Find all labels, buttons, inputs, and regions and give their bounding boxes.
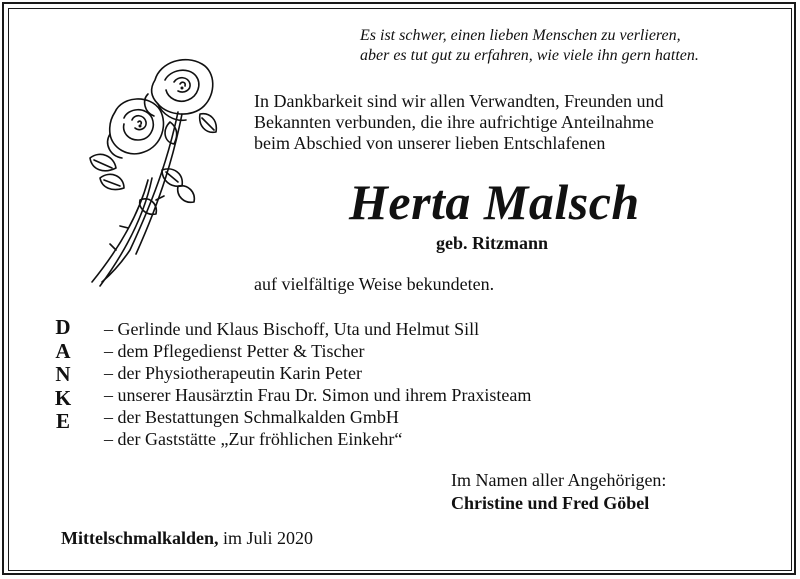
rose-icon <box>70 50 220 290</box>
thanks-item: – Gerlinde und Klaus Bischoff, Uta und Helmut Sill <box>104 319 480 339</box>
danke-letter: A <box>55 338 71 363</box>
deceased-name: Herta Malsch <box>349 174 640 230</box>
motto-line: aber es tut gut zu erfahren, wie viele ihn gern hatten. <box>360 47 699 64</box>
danke-letter: N <box>55 362 71 386</box>
place: Mittelschmalkalden, <box>61 528 219 548</box>
danke-letter: K <box>54 385 72 410</box>
intro-line: Bekannten verbunden, die ihre aufrichtige Anteilnahme <box>254 112 654 132</box>
closing-text: auf vielfältige Weise bekundeten. <box>254 274 495 294</box>
intro-text <box>254 91 664 154</box>
motto-line: Es ist schwer, einen lieben Menschen zu verlieren, <box>360 27 681 44</box>
danke-letter: D <box>55 315 71 339</box>
intro-line: beim Abschied von unserer lieben Entschlafenen <box>254 133 606 153</box>
thanks-item: – der Bestattungen Schmalkalden GmbH <box>104 407 399 427</box>
danke-column <box>53 316 73 434</box>
motto <box>360 26 699 66</box>
thanks-item: – dem Pflegedienst Petter & Tischer <box>104 341 365 361</box>
thanks-item: – der Physiotherapeutin Karin Peter <box>104 363 362 383</box>
thanks-item: – der Gaststätte „Zur fröhlichen Einkehr“ <box>104 429 403 449</box>
signature-names: Christine und Fred Göbel <box>451 493 650 513</box>
date: im Juli 2020 <box>223 528 314 548</box>
thanks-list <box>104 318 531 450</box>
danke-letter: E <box>55 409 70 433</box>
intro-line: In Dankbarkeit sind wir allen Verwandten, Freunden und <box>254 91 664 111</box>
birth-name: geb. Ritzmann <box>436 233 548 253</box>
signature-label: Im Namen aller Angehörigen: <box>451 470 667 490</box>
place-date <box>61 527 313 549</box>
thanks-item: – unserer Hausärztin Frau Dr. Simon und ihrem Praxisteam <box>104 385 532 405</box>
